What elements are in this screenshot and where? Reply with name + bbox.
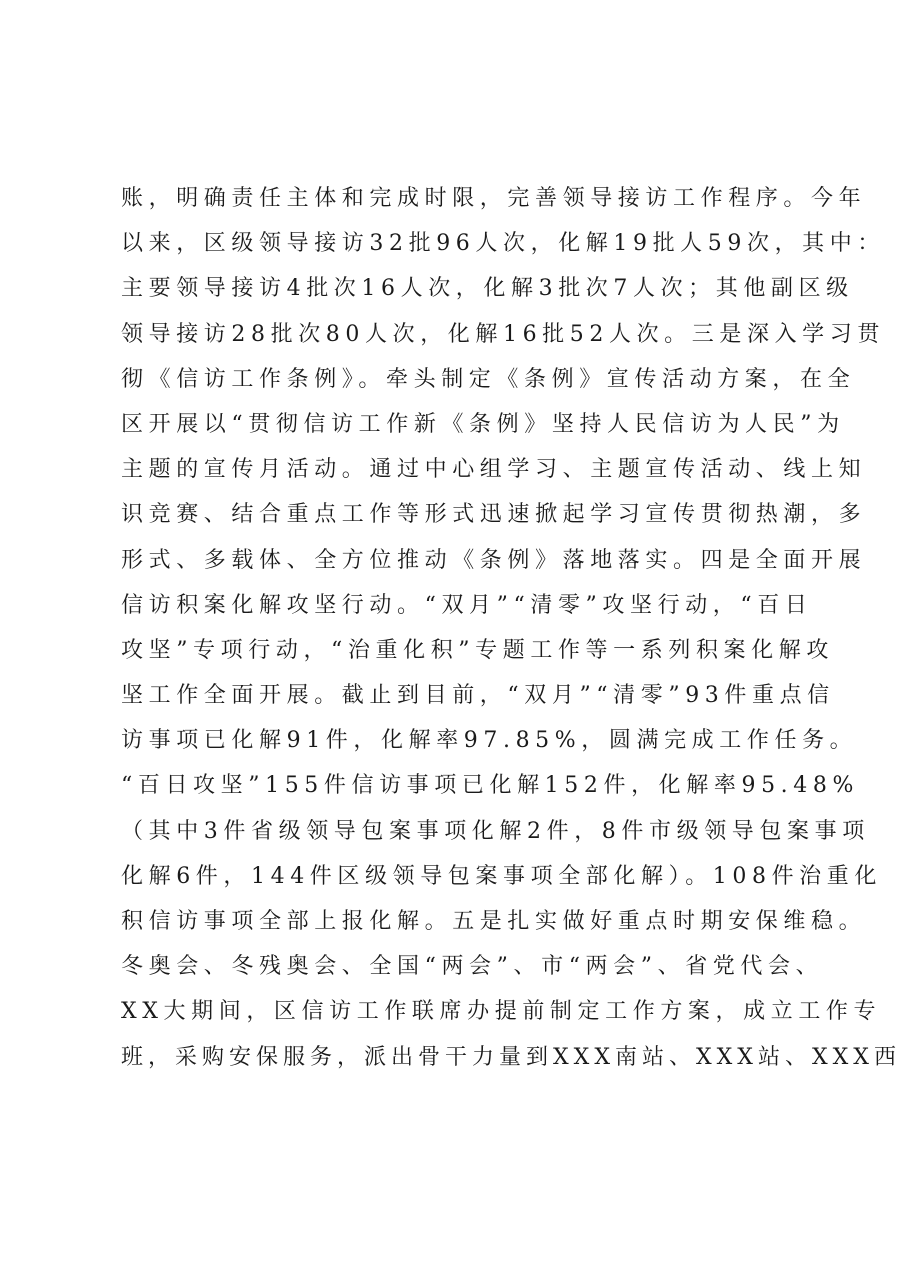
text-line: 访事项已化解91件，化解率97.85%，圆满完成工作任务。 [121, 728, 858, 754]
text-line: 以来，区级领导接访32批96人次，化解19批人59次，其中： [121, 231, 885, 257]
text-line: “百日攻坚”155件信访事项已化解152件，化解率95.48% [121, 773, 859, 799]
text-line: （其中3件省级领导包案事项化解2件，8件市级领导包案事项 [121, 818, 870, 844]
text-line: 领导接访28批次80人次，化解16批52人次。三是深入学习贯 [121, 321, 885, 347]
body-paragraph [121, 176, 901, 1080]
text-line: 化解6件，144件区级领导包案事项全部化解）。108件治重化 [121, 863, 882, 889]
text-line: 攻坚”专项行动，“治重化积”专题工作等一系列积案化解攻 [121, 637, 834, 663]
text-line: 班，采购安保服务，派出骨干力量到XXX南站、XXX站、XXX西 [121, 1044, 901, 1070]
text-line: 区开展以“贯彻信访工作新《条例》坚持人民信访为人民”为 [121, 411, 845, 437]
text-line: 识竞赛、结合重点工作等形式迅速掀起学习宣传贯彻热潮，多 [121, 502, 867, 528]
text-line: 账，明确责任主体和完成时限，完善领导接访工作程序。今年 [121, 186, 867, 211]
text-line: 积信访事项全部上报化解。五是扎实做好重点时期安保维稳。 [121, 909, 867, 934]
text-line: 形式、多载体、全方位推动《条例》落地落实。四是全面开展 [121, 547, 867, 573]
text-line: 信访积案化解攻坚行动。“双月”“清零”攻坚行动，“百日 [121, 592, 813, 618]
text-line: 主要领导接访4批次16人次，化解3批次7人次；其他副区级 [121, 276, 854, 302]
text-line: 主题的宣传月活动。通过中心组学习、主题宣传活动、线上知 [121, 457, 867, 483]
text-line: 彻《信访工作条例》。牵头制定《条例》宣传活动方案，在全 [121, 366, 856, 392]
text-line: 冬奥会、冬残奥会、全国“两会”、市“两会”、省党代会、 [121, 954, 824, 980]
text-line: 坚工作全面开展。截止到目前，“双月”“清零”93件重点信 [121, 683, 835, 709]
text-line: XX大期间，区信访工作联席办提前制定工作方案，成立工作专 [121, 999, 882, 1025]
